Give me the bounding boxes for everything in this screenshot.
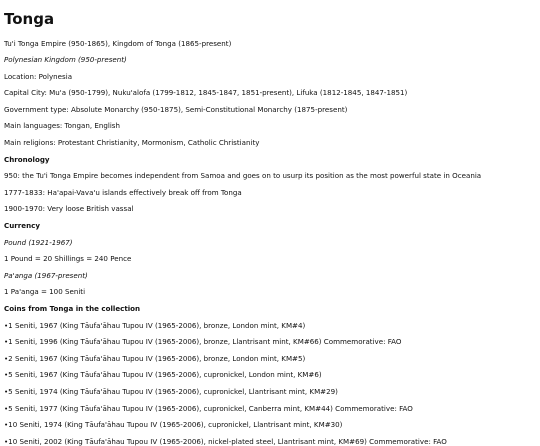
coins-heading: Coins from Tonga in the collection: [4, 304, 141, 313]
location: Location: Polynesia: [4, 71, 73, 81]
page-title: Tonga: [4, 10, 55, 28]
coin-list-item: •10 Seniti, 2002 (King Tāufa'āhau Tupou IV (1965-2006), nickel-plated steel, Llantrisant mint, KM#69) Commemorative: FAO: [4, 436, 447, 446]
coin-list-item: •10 Seniti, 1974 (King Tāufa'āhau Tupou IV (1965-2006), cupronickel, Llantrisant mint, KM#30): [4, 420, 343, 430]
country-names: Tu'i Tonga Empire (950-1865), Kingdom of Tonga (1865-present): [4, 38, 232, 48]
page: [0, 10, 540, 446]
coin-list-item: •2 Seniti, 1967 (King Tāufa'āhau Tupou IV (1965-2006), bronze, London mint, KM#5): [4, 353, 306, 363]
coin-list-item: •5 Seniti, 1967 (King Tāufa'āhau Tupou IV (1965-2006), cupronickel, London mint, KM#6): [4, 370, 322, 380]
chronology-event: 950: the Tu'i Tonga Empire becomes independent from Samoa and goes on to usurp its position as the most powerful state in Oceania: [4, 171, 482, 181]
chronology-event: 1777-1833: Ha'apai-Vava'u islands effectively break off from Tonga: [4, 187, 242, 197]
currency-pound-title: Pound (1921-1967): [4, 237, 73, 247]
government-type: Government type: Absolute Monarchy (950-1875), Semi-Constitutional Monarchy (1875-present): [4, 104, 348, 114]
currency-paanga-title: Pa'anga (1967-present): [4, 270, 88, 280]
coin-list-item: •1 Seniti, 1996 (King Tāufa'āhau Tupou IV (1965-2006), bronze, Llantrisant mint, KM#66) Commemorative: FAO: [4, 337, 402, 347]
currency-paanga-detail: 1 Pa'anga = 100 Seniti: [4, 287, 86, 297]
coin-list-item: •5 Seniti, 1977 (King Tāufa'āhau Tupou IV (1965-2006), cupronickel, Canberra mint, KM#44) Commemorative: FAO: [4, 403, 413, 413]
main-religions: Main religions: Protestant Christianity, Mormonism, Catholic Christianity: [4, 138, 260, 148]
currency-heading: Currency: [4, 221, 40, 231]
chronology-heading: Chronology: [4, 154, 50, 164]
chronology-event: 1900-1970: Very loose British vassal: [4, 204, 134, 214]
coin-list-item: •1 Seniti, 1967 (King Tāufa'āhau Tupou IV (1965-2006), bronze, London mint, KM#4): [4, 320, 306, 330]
capital-city: Capital City: Mu'a (950-1799), Nuku'alofa (1799-1812, 1845-1847, 1851-present), Lifuka (1812-1845, 1847-1851): [4, 88, 408, 98]
alternate-name: Polynesian Kingdom (950-present): [4, 55, 127, 65]
currency-pound-detail: 1 Pound = 20 Shillings = 240 Pence: [4, 254, 132, 264]
main-languages: Main languages: Tongan, English: [4, 121, 120, 131]
coin-list-item: •5 Seniti, 1974 (King Tāufa'āhau Tupou IV (1965-2006), cupronickel, Llantrisant mint, KM#29): [4, 386, 338, 396]
